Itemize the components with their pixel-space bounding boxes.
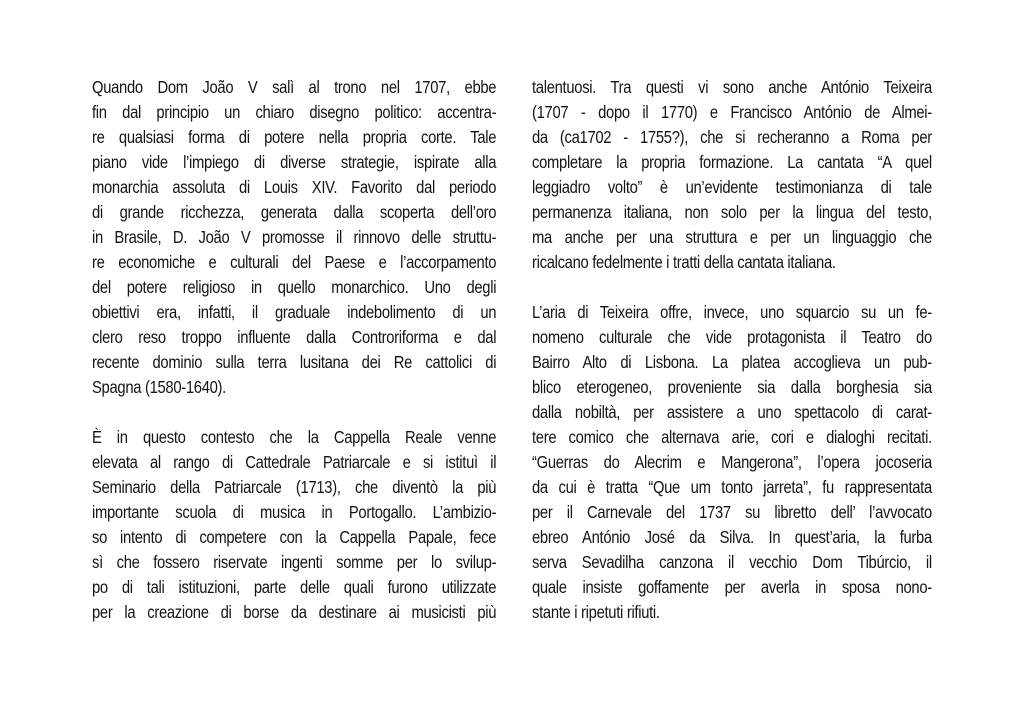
- text-line: Bairro Alto di Lisbona. La platea accoglieva un pub-: [532, 352, 932, 372]
- text-line: fin dal principio un chiaro disegno politico: accentra-: [92, 102, 497, 122]
- text-line: serva Sevadilha canzona il vecchio Dom Tibúrcio, il: [532, 552, 932, 572]
- text-line: re economiche e culturali del Paese e l’accorpamento: [92, 252, 497, 272]
- text-line: nomeno culturale che vide protagonista il Teatro do: [532, 327, 932, 347]
- right-column: [532, 75, 932, 650]
- text-line: L’aria di Teixeira offre, invece, uno squarcio su un fe-: [532, 302, 932, 322]
- text-line: recente dominio sulla terra lusitana dei Re cattolici di: [92, 352, 497, 372]
- text-line: monarchia assoluta di Louis XIV. Favorito dal periodo: [92, 177, 497, 197]
- paragraph-dom-joao: [92, 75, 496, 400]
- text-line: po di tali istituzioni, parte delle quali furono utilizzate: [92, 577, 497, 597]
- text-line: piano vide l’impiego di diverse strategie, ispirate alla: [92, 152, 497, 172]
- text-line: per la creazione di borse da destinare ai musicisti più: [92, 602, 497, 622]
- text-line: da cui è tratta “Que um tonto jarreta”, fu rappresentata: [532, 477, 932, 497]
- text-line: quale insiste goffamente per averla in sposa nono-: [532, 577, 932, 597]
- text-line: da (ca1702 - 1755?), che si recheranno a Roma per: [532, 127, 932, 147]
- text-line: permanenza italiana, non solo per la lingua del testo,: [532, 202, 932, 222]
- paragraph-cappella-reale: [92, 425, 496, 625]
- text-line: ricalcano fedelmente i tratti della cantata italiana.: [532, 252, 836, 272]
- text-line: stante i ripetuti rifiuti.: [532, 602, 660, 622]
- text-line: Spagna (1580-1640).: [92, 377, 226, 397]
- paragraph-talentuosi: [532, 75, 932, 275]
- text-line: importante scuola di musica in Portogallo. L’ambizio-: [92, 502, 497, 522]
- text-line: ebreo António José da Silva. In quest’aria, la furba: [532, 527, 932, 547]
- paragraph-aria-teixeira: [532, 300, 932, 625]
- text-line: leggiadro volto” è un’evidente testimonianza di tale: [532, 177, 932, 197]
- text-line: di grande ricchezza, generata dalla scoperta dell’oro: [92, 202, 497, 222]
- text-line: so intento di competere con la Cappella Papale, fece: [92, 527, 497, 547]
- text-line: Quando Dom João V salì al trono nel 1707, ebbe: [92, 77, 497, 97]
- text-line: obiettivi era, infatti, il graduale indebolimento di un: [92, 302, 497, 322]
- text-line: clero reso troppo influente dalla Controriforma e dal: [92, 327, 497, 347]
- text-line: del potere religioso in quello monarchico. Uno degli: [92, 277, 497, 297]
- text-line: sì che fossero riservate ingenti somme per lo svilup-: [92, 552, 497, 572]
- text-line: Seminario della Patriarcale (1713), che diventò la più: [92, 477, 497, 497]
- text-line: (1707 - dopo il 1770) e Francisco António de Almei-: [532, 102, 932, 122]
- text-line: completare la propria formazione. La cantata “A quel: [532, 152, 932, 172]
- text-line: re qualsiasi forma di potere nella propria corte. Tale: [92, 127, 497, 147]
- text-line: tere comico che alternava arie, cori e dialoghi recitati.: [532, 427, 932, 447]
- text-line: dalla nobiltà, per assistere a uno spettacolo di carat-: [532, 402, 932, 422]
- text-line: in Brasile, D. João V promosse il rinnovo delle struttu-: [92, 227, 497, 247]
- text-line: È in questo contesto che la Cappella Reale venne: [92, 427, 497, 447]
- text-line: ma anche per una struttura e per un linguaggio che: [532, 227, 932, 247]
- text-line: “Guerras do Alecrim e Mangerona”, l’opera jocoseria: [532, 452, 932, 472]
- text-line: blico eterogeneo, proveniente sia dalla borghesia sia: [532, 377, 932, 397]
- text-line: per il Carnevale del 1737 su libretto dell’ l’avvocato: [532, 502, 932, 522]
- left-column: [92, 75, 496, 650]
- text-line: talentuosi. Tra questi vi sono anche António Teixeira: [532, 77, 932, 97]
- text-line: elevata al rango di Cattedrale Patriarcale e si istituì il: [92, 452, 497, 472]
